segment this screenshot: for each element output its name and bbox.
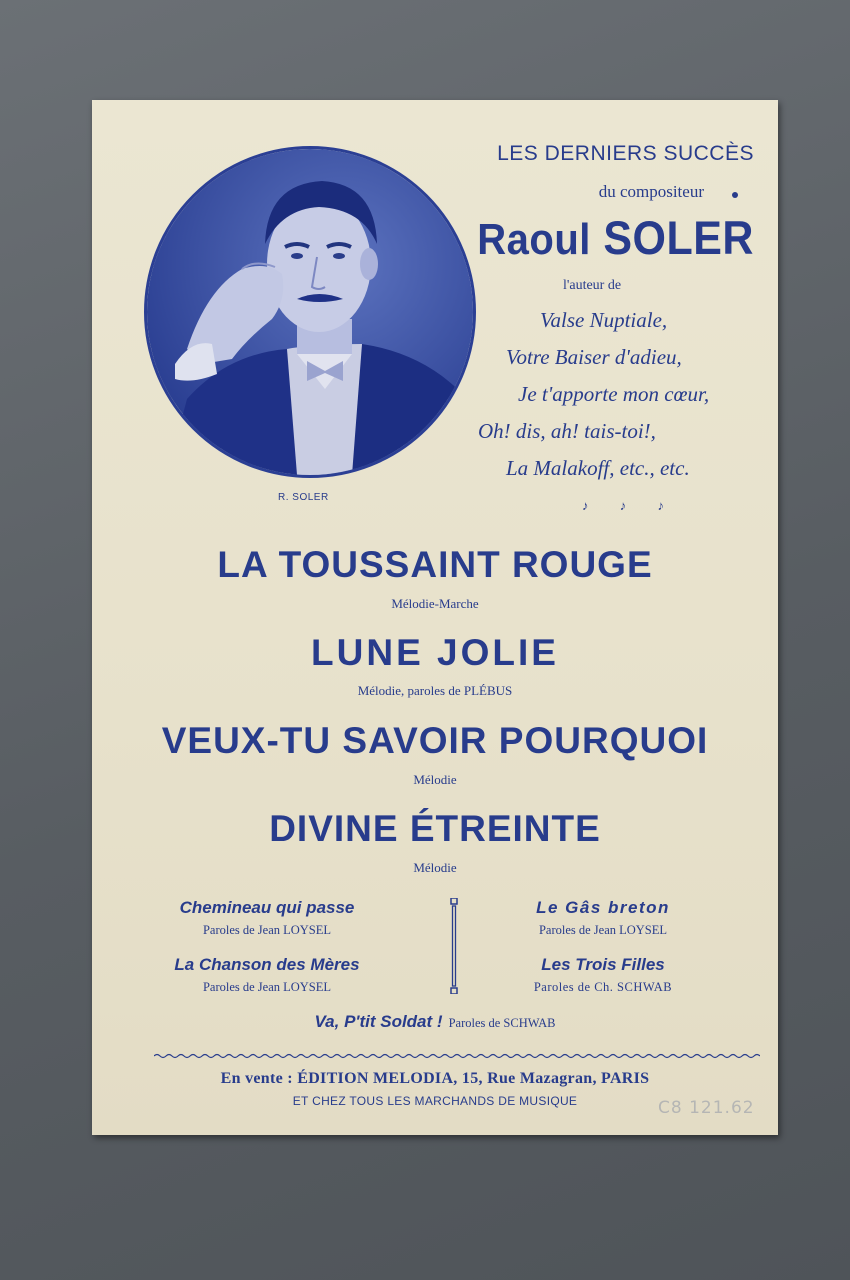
- bottom-song: [92, 1012, 778, 1032]
- bottom-song-title: Va, P'tit Soldat !: [314, 1012, 443, 1031]
- composer-portrait: [144, 146, 476, 478]
- song-subtitle: Mélodie: [413, 772, 457, 787]
- previous-work: Votre Baiser d'adieu,: [506, 345, 682, 369]
- minor-song-title: Les Trois Filles: [541, 955, 665, 974]
- song-title: VEUX-TU SAVOIR POURQUOI: [161, 720, 709, 761]
- author-of-label: l'auteur de: [562, 278, 622, 293]
- composer-first-name: Raoul: [477, 215, 591, 264]
- composer-name: [392, 212, 762, 266]
- music-notes-ornament: ♪ ♪ ♪: [582, 498, 678, 513]
- portrait-caption: R. SOLER: [278, 492, 329, 503]
- song-subtitle: Mélodie: [413, 860, 457, 875]
- previous-work: Valse Nuptiale,: [540, 308, 668, 332]
- minor-song-credit: Paroles de Jean LOYSEL: [202, 980, 332, 994]
- portrait-illustration: [147, 149, 473, 475]
- header-heading: LES DERNIERS SUCCÈS: [497, 142, 754, 165]
- song-title: LA TOUSSAINT ROUGE: [217, 544, 653, 585]
- minor-song-title: Le Gâs breton: [536, 898, 670, 917]
- minor-song-title: La Chanson des Mères: [174, 955, 360, 974]
- previous-works-list: [432, 302, 762, 487]
- footer-divider: [154, 1053, 760, 1059]
- minor-song-title: Chemineau qui passe: [179, 898, 355, 917]
- song-title: LUNE JOLIE: [311, 632, 559, 673]
- song-title: DIVINE ÉTREINTE: [269, 808, 601, 849]
- sheet-music-cover: [92, 100, 778, 1135]
- bottom-song-credit: Paroles de SCHWAB: [448, 1016, 556, 1030]
- shelfmark-stamp: C8 121.62: [658, 1098, 755, 1118]
- minor-song-credit: Paroles de Ch. SCHWAB: [533, 980, 673, 994]
- previous-work: Je t'apporte mon cœur,: [518, 382, 710, 406]
- header-subheading: du compositeur: [598, 182, 704, 201]
- publisher-line: En vente : ÉDITION MELODIA, 15, Rue Mazagran, PARIS: [220, 1070, 650, 1087]
- column-divider-ornament: [450, 898, 458, 994]
- ornament-dot: [732, 192, 738, 198]
- previous-work: Oh! dis, ah! tais-toi!,: [478, 419, 656, 443]
- minor-song-credit: Paroles de Jean LOYSEL: [538, 923, 668, 937]
- composer-last-name: SOLER: [603, 212, 754, 265]
- song-subtitle: Mélodie, paroles de PLÉBUS: [357, 683, 513, 698]
- minor-song-credit: Paroles de Jean LOYSEL: [202, 923, 332, 937]
- song-subtitle: Mélodie-Marche: [391, 596, 479, 611]
- retailers-line: ET CHEZ TOUS LES MARCHANDS DE MUSIQUE: [292, 1094, 578, 1108]
- previous-work: La Malakoff, etc., etc.: [506, 456, 690, 480]
